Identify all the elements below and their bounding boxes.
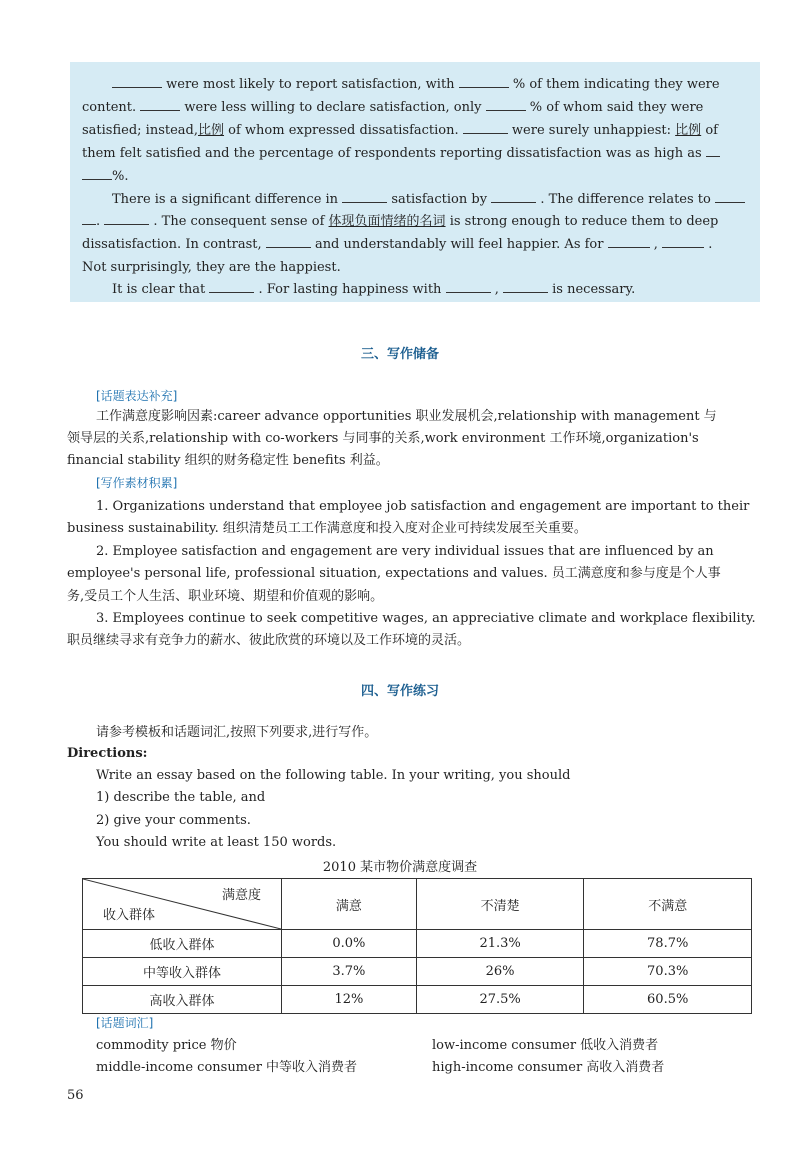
header-dissatisfied: 不满意 bbox=[584, 879, 752, 930]
practice-intro: 请参考模板和话题词汇,按照下列要求,进行写作。 bbox=[96, 725, 378, 740]
topic-vocab-tag: [话题词汇] bbox=[96, 1016, 154, 1030]
blank[interactable] bbox=[112, 74, 162, 88]
blank[interactable] bbox=[486, 97, 526, 111]
cell-value: 27.5% bbox=[416, 986, 584, 1014]
table-row bbox=[83, 958, 752, 986]
passage-line-2: content. were less willing to declare satisfaction, only % of whom said they were bbox=[82, 96, 703, 119]
cell-value: 0.0% bbox=[282, 930, 417, 958]
blank[interactable] bbox=[463, 120, 508, 134]
passage-line-7: . . The consequent sense of 体现负面情绪的名词 is strong enough to reduce them to deep bbox=[82, 210, 718, 233]
direction-line: Write an essay based on the following table. In your writing, you should bbox=[96, 768, 571, 783]
material-line: employee's personal life, professional situation, expectations and values. 员工满意度和参与度是个人事 bbox=[67, 566, 721, 581]
material-line: 2. Employee satisfaction and engagement are very individual issues that are influenced by an bbox=[96, 544, 714, 559]
blank[interactable] bbox=[104, 211, 149, 225]
section-title-writing-practice: 四、写作练习 bbox=[360, 684, 439, 699]
table-row bbox=[83, 930, 752, 958]
blank[interactable] bbox=[503, 279, 548, 293]
cell-value: 70.3% bbox=[584, 958, 752, 986]
header-unclear: 不清楚 bbox=[416, 879, 584, 930]
blank[interactable] bbox=[662, 234, 704, 248]
blank[interactable] bbox=[706, 143, 720, 157]
blank[interactable] bbox=[209, 279, 254, 293]
material-line: business sustainability. 组织清楚员工工作满意度和投入度对企业可持续发展至关重要。 bbox=[67, 521, 587, 536]
blank[interactable] bbox=[82, 211, 96, 225]
passage-line-5: %. bbox=[82, 165, 129, 188]
direction-line: 1) describe the table, and bbox=[96, 790, 266, 805]
passage-line-1: were most likely to report satisfaction, with % of them indicating they were bbox=[112, 73, 720, 96]
cell-value: 3.7% bbox=[282, 958, 417, 986]
cell-value: 21.3% bbox=[416, 930, 584, 958]
blank[interactable] bbox=[140, 97, 180, 111]
blank[interactable] bbox=[342, 189, 387, 203]
section-title-writing-prep: 三、写作储备 bbox=[360, 347, 439, 362]
row-group: 高收入群体 bbox=[83, 986, 282, 1014]
header-satisfied: 满意 bbox=[282, 879, 417, 930]
passage-line-8: dissatisfaction. In contrast, and understandably will feel happier. As for , . bbox=[82, 233, 712, 256]
passage-line-3: satisfied; instead,比例 of whom expressed dissatisfaction. were surely unhappiest: 比例 of bbox=[82, 119, 718, 142]
supplement-line: financial stability 组织的财务稳定性 benefits 利益。 bbox=[67, 453, 389, 468]
satisfaction-table bbox=[82, 878, 752, 1014]
table-corner-cell bbox=[83, 879, 282, 930]
passage-line-9: Not surprisingly, they are the happiest. bbox=[82, 260, 341, 275]
material-line: 3. Employees continue to seek competitive wages, an appreciative climate and workplace flexibility. bbox=[96, 611, 756, 626]
cell-value: 78.7% bbox=[584, 930, 752, 958]
direction-line: You should write at least 150 words. bbox=[96, 835, 337, 850]
directions-label: Directions: bbox=[67, 746, 148, 761]
passage-line-10: It is clear that . For lasting happiness with , is necessary. bbox=[112, 278, 635, 301]
passage-line-6: There is a significant difference in satisfaction by . The difference relates to bbox=[112, 188, 745, 211]
supplement-line: 工作满意度影响因素:career advance opportunities 职业发展机会,relationship with management 与 bbox=[96, 409, 717, 424]
cell-value: 26% bbox=[416, 958, 584, 986]
material-line: 务,受员工个人生活、职业环境、期望和价值观的影响。 bbox=[67, 589, 384, 604]
passage-line-4: them felt satisfied and the percentage of respondents reporting dissatisfaction was as high as bbox=[82, 142, 720, 165]
writing-material-tag: [写作素材积累] bbox=[96, 476, 178, 490]
topic-expression-tag: [话题表达补充] bbox=[96, 389, 178, 403]
row-group: 中等收入群体 bbox=[83, 958, 282, 986]
table-row bbox=[83, 986, 752, 1014]
cell-value: 60.5% bbox=[584, 986, 752, 1014]
supplement-line: 领导层的关系,relationship with co-workers 与同事的关系,work environment 工作环境,organization's bbox=[67, 431, 699, 446]
blank[interactable] bbox=[715, 189, 745, 203]
blank[interactable] bbox=[491, 189, 536, 203]
blank[interactable] bbox=[446, 279, 491, 293]
cell-value: 12% bbox=[282, 986, 417, 1014]
vocab-item: high-income consumer 高收入消费者 bbox=[432, 1060, 665, 1075]
blank[interactable] bbox=[82, 166, 112, 180]
direction-line: 2) give your comments. bbox=[96, 813, 251, 828]
material-line: 职员继续寻求有竞争力的薪水、彼此欣赏的环境以及工作环境的灵活。 bbox=[67, 633, 471, 648]
table-title: 2010 某市物价满意度调查 bbox=[322, 860, 478, 875]
blank[interactable] bbox=[266, 234, 311, 248]
page-number: 56 bbox=[67, 1088, 84, 1103]
vocab-item: middle-income consumer 中等收入消费者 bbox=[96, 1060, 358, 1075]
table-header-row bbox=[83, 879, 752, 930]
row-group: 低收入群体 bbox=[83, 930, 282, 958]
vocab-item: low-income consumer 低收入消费者 bbox=[432, 1038, 659, 1053]
corner-bottom-label: 收入群体 bbox=[103, 908, 156, 923]
blank[interactable] bbox=[459, 74, 509, 88]
blank[interactable] bbox=[608, 234, 650, 248]
material-line: 1. Organizations understand that employee job satisfaction and engagement are important to their bbox=[96, 499, 750, 514]
corner-top-label: 满意度 bbox=[221, 888, 261, 903]
vocab-item: commodity price 物价 bbox=[96, 1038, 237, 1053]
